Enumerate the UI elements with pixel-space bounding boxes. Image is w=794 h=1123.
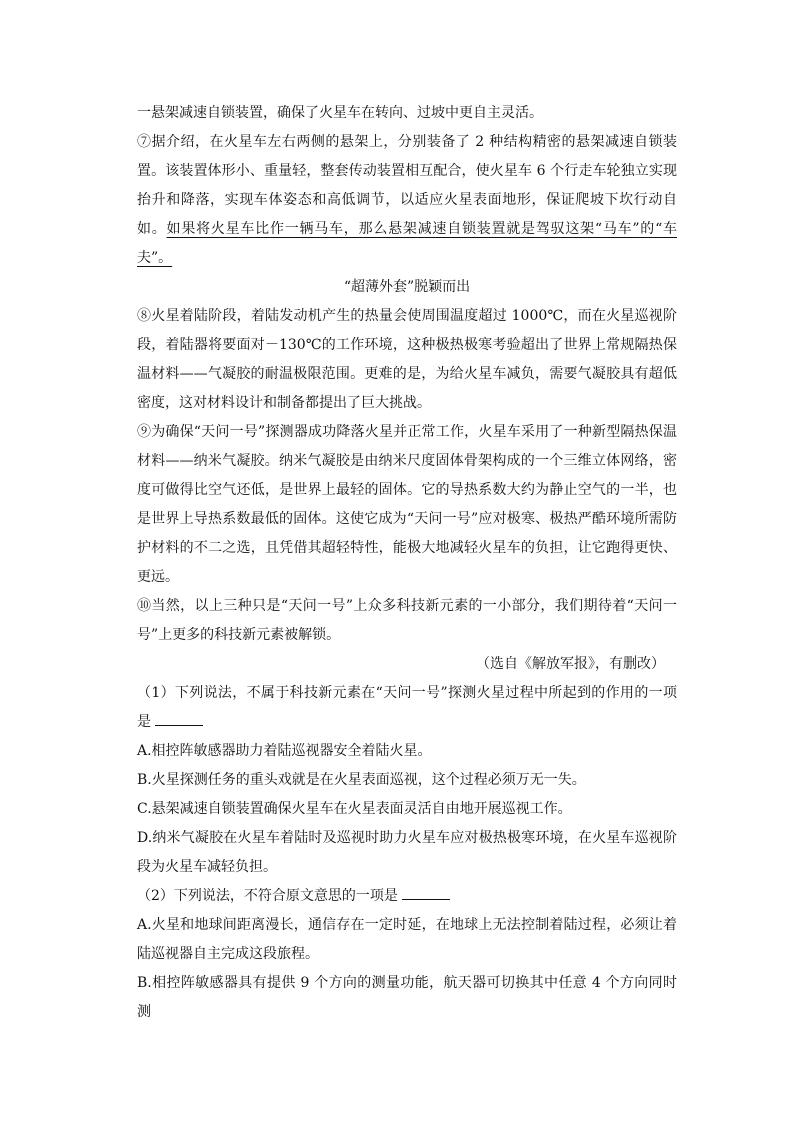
answer-blank-2[interactable] bbox=[402, 885, 450, 900]
question-1-option-a: A.相控阵敏感器助力着陆巡视器安全着陆火星。 bbox=[137, 743, 432, 759]
question-1-option-c: C.悬架减速自锁装置确保火星车在火星表面灵活自由地开展巡视工作。 bbox=[137, 801, 572, 817]
question-2-stem-text: （2）下列说法，不符合原文意思的一项是 bbox=[137, 888, 398, 904]
section-heading: “超薄外套”脱颖而出 bbox=[343, 279, 471, 295]
paragraph-10: ⑩当然，以上三种只是“天问一号”上众多科技新元素的一小部分，我们期待着“天问一号”上更多的科技新元素被解锁。 bbox=[137, 598, 677, 643]
document-page bbox=[137, 99, 677, 1027]
paragraph-7-text: ⑦据介绍，在火星车左右两侧的悬架上，分别装备了 2 种结构精密的悬架减速自锁装置。该装置体形小、重量轻，整套传动装置相互配合，使火星车 6 个行走车轮独立实现抬升和降落，实现车体姿态和高低调节，以适应火星表面地形，保证爬坡下坎行动自如。 bbox=[137, 134, 677, 237]
paragraph-8: ⑧火星着陆阶段，着陆发动机产生的热量会使周围温度超过 1000℃，而在火星巡视阶段，着陆器将要面对－130℃的工作环境，这种极热极寒考验超出了世界上常规隔热保温材料——气凝胶的耐温极限范围。更难的是，为给火星车减负，需要气凝胶具有超低密度，这对材料设计和制备都提出了巨大挑战。 bbox=[137, 308, 677, 411]
paragraph-9: ⑨为确保“天问一号”探测器成功降落火星并正常工作，火星车采用了一种新型隔热保温材料——纳米气凝胶。纳米气凝胶是由纳米尺度固体骨架构成的一个三维立体网络，密度可做得比空气还低，是世界上最轻的固体。它的导热系数大约为静止空气的一半，也是世界上导热系数最低的固体。这使它成为“天问一号”应对极寒、极热严酷环境所需防护材料的不二之选，且凭借其超轻特性，能极大地减轻火星车的负担，让它跑得更快、更远。 bbox=[137, 424, 677, 585]
question-2-stem bbox=[137, 882, 677, 911]
paragraph-6-tail: 一悬架减速自锁装置，确保了火星车在转向、过坡中更自主灵活。 bbox=[137, 105, 543, 121]
answer-blank-1[interactable] bbox=[155, 711, 203, 726]
question-1-stem-text: （1）下列说法，不属于科技新元素在“天问一号”探测火星过程中所起到的作用的一项是 bbox=[137, 685, 677, 730]
question-2-option-b: B.相控阵敏感器具有提供 9 个方向的测量功能，航天器可切换其中任意 4 个方向同时测 bbox=[137, 975, 677, 1020]
paragraph-7-underlined-sentence: 如果将火星车比作一辆马车，那么悬架减速自锁装置就是驾驭这架“马车”的“车夫”。 bbox=[137, 221, 677, 266]
question-2-option-a: A.火星和地球间距离漫长，通信存在一定时延，在地球上无法控制着陆过程，必须让着陆巡视器自主完成这段旅程。 bbox=[137, 917, 677, 962]
source-citation: （选自《解放军报》，有删改） bbox=[476, 656, 665, 672]
question-1-option-d: D.纳米气凝胶在火星车着陆时及巡视时助力火星车应对极热极寒环境，在火星车巡视阶段为火星车减轻负担。 bbox=[137, 830, 677, 875]
question-1-stem bbox=[137, 679, 677, 737]
question-1-option-b: B.火星探测任务的重头戏就是在火星表面巡视，这个过程必须万无一失。 bbox=[137, 772, 586, 788]
paragraph-7 bbox=[137, 128, 677, 273]
